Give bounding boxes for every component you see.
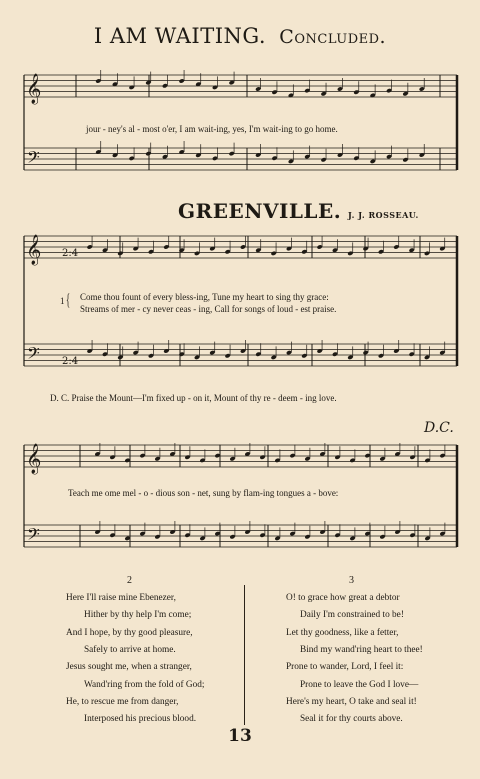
hymn-name: GREENVILLE. xyxy=(178,199,342,223)
hymn-lyric-line-2: Streams of mer - cy never ceas - ing, Call for songs of loud - est praise. xyxy=(80,304,337,314)
title-text: I AM WAITING. xyxy=(93,24,267,48)
treble-clef-icon: 𝄞 xyxy=(26,444,42,474)
verse-line: Prone to leave the God I love— xyxy=(300,679,419,690)
title-suffix: Concluded. xyxy=(279,26,387,48)
time-signature: 2:4 xyxy=(62,248,79,259)
verse-marker: 1 xyxy=(60,296,65,306)
verse-line: Interposed his precious blood. xyxy=(84,714,197,725)
brace-left: { xyxy=(66,290,71,309)
verse-line: Jesus sought me, when a stranger, xyxy=(66,662,192,673)
verse-line: Seal it for thy courts above. xyxy=(300,714,403,725)
verse-line: Prone to wander, Lord, I feel it: xyxy=(286,662,404,673)
verse-line: O! to grace how great a debtor xyxy=(286,593,400,603)
verse-line: Let thy goodness, like a fetter, xyxy=(286,627,399,638)
verse-line: Hither by thy help I'm come; xyxy=(84,610,192,621)
hymn-lyric-line-3: Teach me ome mel - o - dious son - net, sung by flam-ing tongues a - bove: xyxy=(68,488,339,498)
verse-line: Wand'ring from the fold of God; xyxy=(84,679,205,690)
dc-lyric-line: D. C. Praise the Mount—I'm fixed up - on it, Mount of thy re - deem - ing love. xyxy=(50,393,337,403)
hymn-lyric-line-1: Come thou fount of every bless-ing, Tune my heart to sing thy grace: xyxy=(80,292,329,302)
verse-line: He, to rescue me from danger, xyxy=(66,696,179,707)
verse-line: Here I'll raise mine Ebenezer, xyxy=(66,593,176,603)
bass-clef-icon: 𝄢 xyxy=(27,147,40,171)
lyric-line-1: jour - ney's al - most o'er, I am wait-ing, yes, I'm wait-ing to go home. xyxy=(86,124,338,134)
verse-3-number: 3 xyxy=(349,575,354,586)
treble-clef-icon: 𝄞 xyxy=(26,74,42,104)
time-signature: 2:4 xyxy=(62,356,79,367)
composer-name: J. J. ROSSEAU. xyxy=(348,210,419,220)
page-title xyxy=(0,24,480,48)
verse-line: Safely to arrive at home. xyxy=(84,644,176,655)
verse-line: Daily I'm constrained to be! xyxy=(300,610,404,621)
bass-clef-icon: 𝄢 xyxy=(27,343,40,367)
verse-line: Here's my heart, O take and seal it! xyxy=(286,696,417,707)
treble-clef-icon: 𝄞 xyxy=(26,235,42,265)
column-divider xyxy=(244,585,245,725)
verse-2-number: 2 xyxy=(127,575,132,586)
dc-mark: D.C. xyxy=(424,420,454,436)
bass-clef-icon: 𝄢 xyxy=(27,524,40,548)
verse-line: And I hope, by thy good pleasure, xyxy=(66,627,193,638)
verse-line: Bind my wand'ring heart to thee! xyxy=(300,644,423,655)
page-number: 13 xyxy=(228,726,252,746)
